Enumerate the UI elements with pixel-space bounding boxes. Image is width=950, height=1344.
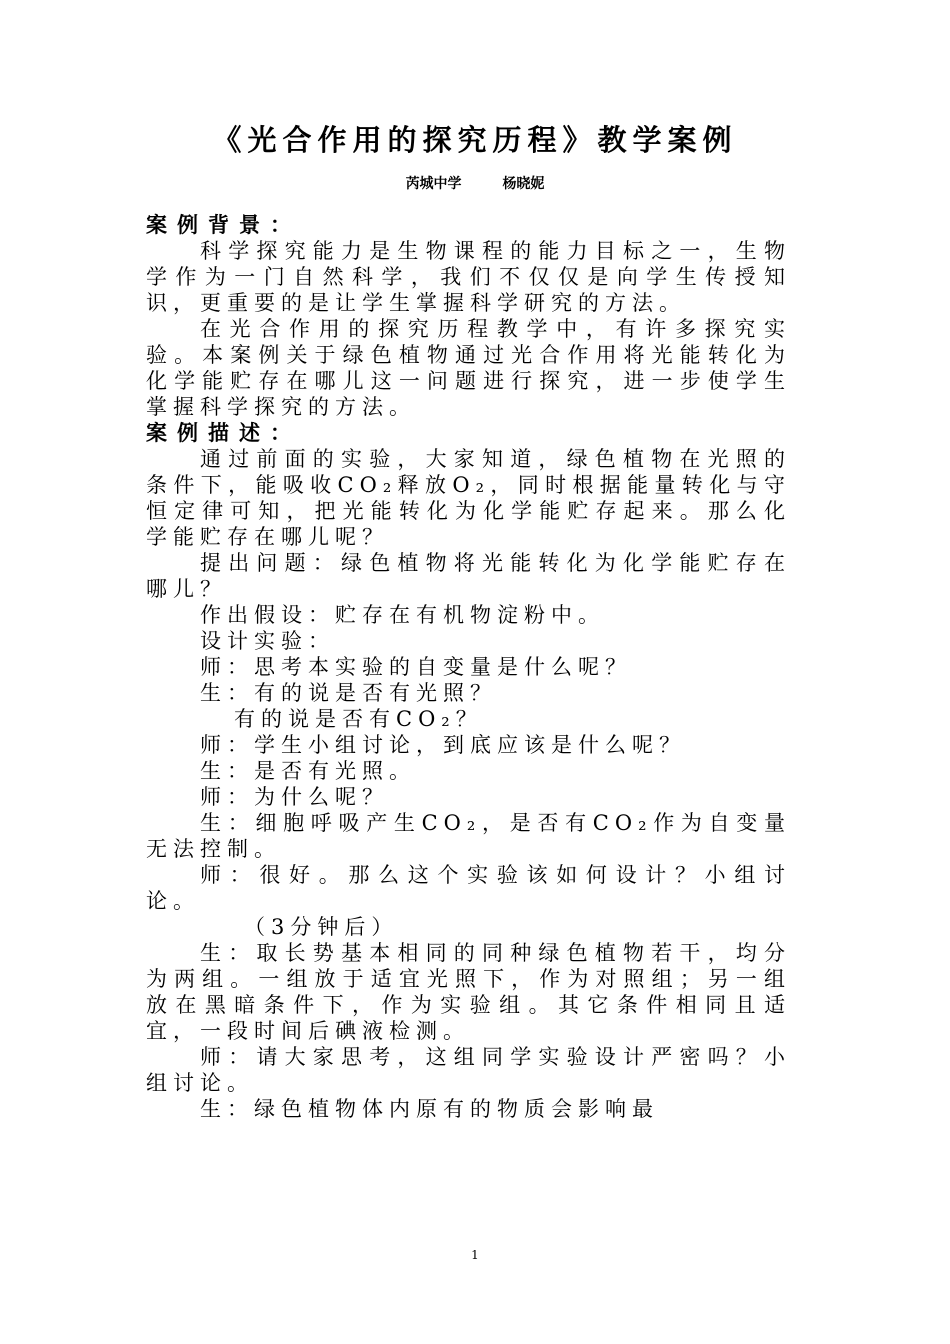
- paragraph: 在光合作用的探究历程教学中，有许多探究实验。本案例关于绿色植物通过光合作用将光能转化为化学能贮存在哪儿这一问题进行探究，进一步使学生掌握科学探究的方法。: [146, 317, 791, 419]
- dialogue-line: 生：取长势基本相同的同种绿色植物若干，均分为两组。一组放于适宜光照下，作为对照组；另一组放在黑暗条件下，作为实验组。其它条件相同且适宜，一段时间后碘液检测。: [146, 941, 791, 1043]
- dialogue-line: 师：思考本实验的自变量是什么呢？: [200, 655, 632, 679]
- body-text: [146, 212, 791, 1122]
- dialogue-line: 生：有的说是否有光照？: [200, 681, 497, 705]
- paragraph: 设计实验：: [200, 629, 335, 653]
- dialogue-line: 生：是否有光照。: [200, 759, 416, 783]
- dialogue-line: 师：很好。那么这个实验该如何设计？小组讨论。: [146, 863, 791, 913]
- paragraph: 通过前面的实验，大家知道，绿色植物在光照的条件下，能吸收CO₂释放O₂，同时根据能量转化与守恒定律可知，把光能转化为化学能贮存起来。那么化学能贮存在哪儿呢？: [146, 447, 791, 549]
- school-name: 芮城中学: [405, 176, 462, 192]
- author-line: [0, 173, 950, 193]
- section-heading: 案例描述：: [146, 421, 301, 445]
- time-note: （3分钟后）: [244, 915, 399, 939]
- paragraph: 提出问题：绿色植物将光能转化为化学能贮存在哪儿？: [146, 551, 791, 601]
- author-name: 杨晓妮: [502, 176, 545, 192]
- page-title: 《光合作用的探究历程》教学案例: [212, 123, 738, 157]
- dialogue-line: 师：请大家思考，这组同学实验设计严密吗？小组讨论。: [146, 1045, 791, 1095]
- dialogue-line: 师：学生小组讨论，到底应该是什么呢？: [200, 733, 686, 757]
- dialogue-line: 有的说是否有CO₂？: [234, 707, 483, 731]
- page-number: 1: [471, 1248, 479, 1262]
- dialogue-line: 生：细胞呼吸产生CO₂，是否有CO₂作为自变量无法控制。: [146, 811, 791, 861]
- paragraph: 科学探究能力是生物课程的能力目标之一，生物学作为一门自然科学，我们不仅仅是向学生传授知识，更重要的是让学生掌握科学研究的方法。: [146, 239, 791, 315]
- dialogue-line: 生：绿色植物体内原有的物质会影响最: [200, 1097, 659, 1121]
- dialogue-line: 师：为什么呢？: [200, 785, 389, 809]
- paragraph: 作出假设：贮存在有机物淀粉中。: [200, 603, 605, 627]
- section-heading: 案例背景：: [146, 213, 301, 237]
